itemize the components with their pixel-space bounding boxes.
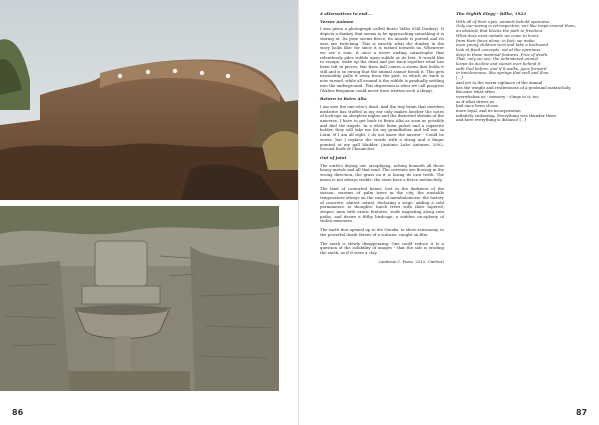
poem-line: from their faces alone; in fact, we make xyxy=(456,37,535,43)
out-of-joint-paragraph: The earth's drying out, atrophying, aching beneath all those heavy metals and all that mud. The currents are flowing in the wrong direction, the grass on it is losing its own teeth. The moon is not always visible: the stars have a fierce melancholy. xyxy=(320,162,444,182)
verses-heading: Verses Animae xyxy=(320,18,354,24)
poem-line: and here everything is distance [...] xyxy=(456,117,527,123)
out-of-joint-paragraph: The earth that opened up to the Greeks, to show astronomy, to the powerful death throes of a volcano, caught on film. xyxy=(320,227,444,237)
return-body: I am now the one who's dead. And the tiny brain that murders medicine has stuffed in my ear only makes lonelier the notes of lock-ups on sleepless nights and the distorted shrieks of the universe. I have to get back to Beira Alta as soon as possible and find the angels. In a white linen jacket and a cigarette holder, they will take me for my grandfather and tell me, in Latin, if I am all right. I do not know the answer - Could be worse, but I replace the words with a shrug and a finger pointed at my gall bladder. (António Lobo Antunes, 2002, Second Book of Chronicles) xyxy=(320,103,444,152)
out-of-joint-heading: Out of joint xyxy=(320,154,347,160)
poem-line: an obstacle that blocks the path to freedom. xyxy=(456,28,544,34)
poem-line: And yet in the warm vigilance of the animal xyxy=(456,79,543,85)
section-title: 4 alternatives to end... xyxy=(320,11,372,16)
page-number-left: 86 xyxy=(12,408,24,417)
poem-line: With all of their eyes, animals behold openness. xyxy=(456,18,551,24)
poem-line: [...] xyxy=(456,75,463,81)
text-column-right xyxy=(456,12,586,123)
elegy-heading: The Eighth Elegy - Rilke, 1923 xyxy=(456,11,527,16)
citation: (Andreia C. Faria, 2012, Cinétor) xyxy=(379,258,444,264)
poem-line: infinitely endearing. Everything was thunder there xyxy=(456,112,557,118)
verses-body: I was given a photograph called Burro Velho (Old Donkey). It depicts a donkey that seems to be approaching something it is staring at. Its pose seems fierce, its muzzle is pursed and its ears are twitching. This is exactly what the donkey in the story looks like: for since it is turned towards us. Whenever we see a ruin, it once a never ending catastrophe that relentlessly piles rubble upon rubble at its feet. It would like to escape, wake up the dead and put back together what has been left in pieces. But from hell comes a storm that holds it still and is so strong that the animal cannot brook it. This gets irresistibly pulls it away from the past, to which its back is now turned, while all around it the rubble is gradually settling into the underground. This dispersion is what we call progress (Walter Benjamin could never have written such a thing). xyxy=(320,26,444,93)
poem-line: Only our seeing is retrospective; our like traps around them, xyxy=(456,23,576,29)
poem-line: keeps its decline and sunset ever behind it xyxy=(456,61,541,67)
out-of-joint-paragraph: The land of contorted bones, lost in the darkness of the season: swarms of palm trees in the city, the unstable temperature always on the cusp of metabolomosis: the history of concrete, almost carnal, declaring a siege, adding a cold permanence to thoughts: hatch trees with their tapered; stripes; men with exotic features, souls migrating along ruin paths, and desire a filthy birdcage, a sudden cacophony of stolen measures. xyxy=(320,185,444,224)
return-heading: Return to Beira Alta xyxy=(320,96,367,102)
poem-line: look at fixed concepts, not at the openness xyxy=(456,46,541,52)
text-column-left xyxy=(320,12,444,264)
poem-line: even young children turn and take a backward xyxy=(456,42,549,48)
ruined-wall-photo xyxy=(0,0,299,200)
page-number-right: 87 xyxy=(576,408,588,417)
poem-line: with God before, and if it walks, goes forward xyxy=(456,65,547,71)
poem-line: lies the weight and restlessness of a profound melancholy. xyxy=(456,84,572,90)
elegy-plain-stanza xyxy=(456,81,586,123)
elegy-italic-stanza xyxy=(456,20,586,81)
poem-line: as if what drives us xyxy=(456,98,495,104)
poem-line: had once been closer, xyxy=(456,103,499,109)
poem-line: What does exist outside we come to know xyxy=(456,32,539,38)
poem-line: in timelessness, like springs that well and flow. xyxy=(456,70,549,76)
out-of-joint-paragraph: The earth is slowly disappearing. One could reduce it to a question of the solubility of images - that the salt is eroding the earth, as if it were a clay. xyxy=(320,240,444,255)
poem-line: overwhelms us - memory - clings to it, too xyxy=(456,93,539,99)
left-page xyxy=(0,0,299,425)
stone-fountain-photo xyxy=(0,206,279,391)
poem-line: more loyal, and its incorporation xyxy=(456,108,521,114)
poem-line: That, only we see; the unhindered animal xyxy=(456,56,538,62)
poem-line: deep in these mammal features. Free of death. xyxy=(456,51,549,57)
poem-line: Because what often xyxy=(456,89,495,95)
